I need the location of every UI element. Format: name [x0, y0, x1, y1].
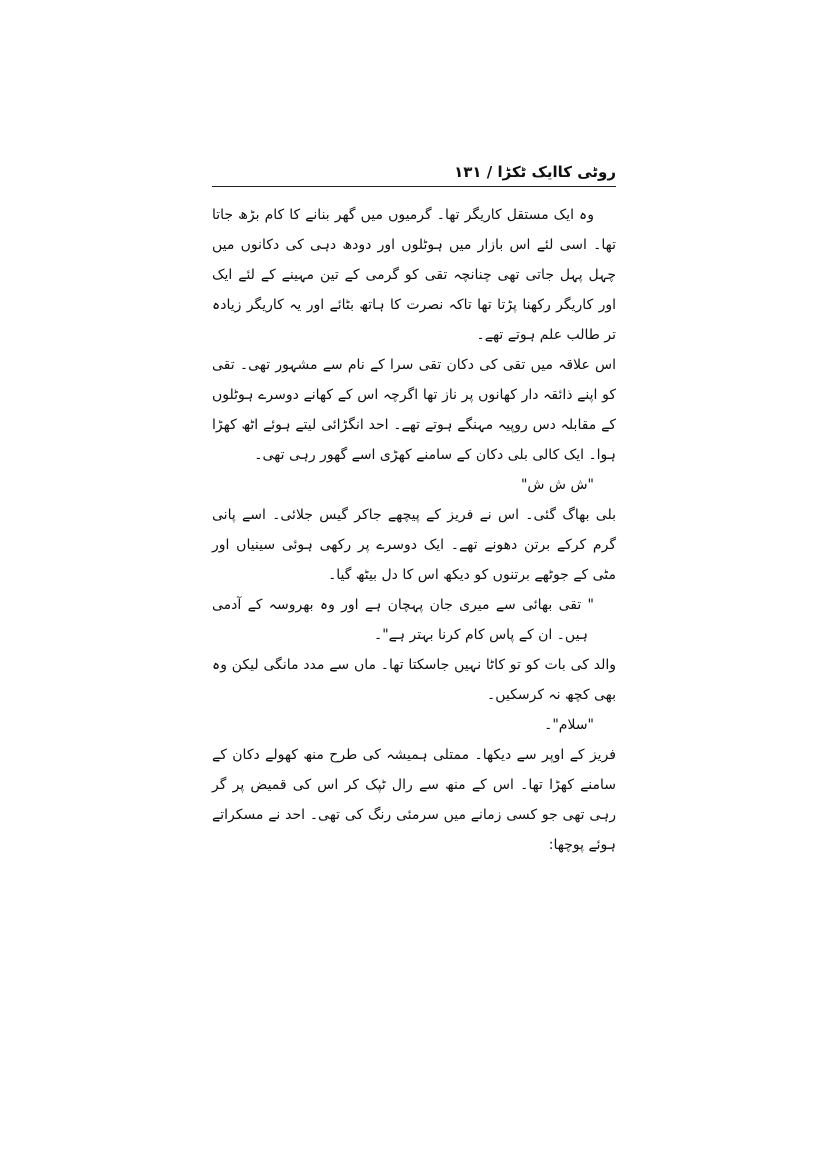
paragraph-2: اس علاقہ میں تقی کی دکان تقی سرا کے نام سے مشہور تھی۔ تقی کو اپنے ذائقہ دار کھانوں پر ناز تھا اگرچہ اس کے کھانے دوسرے ہوٹلوں کے مقابلہ دس روپیہ مہنگے ہوتے تھے۔ احد انگڑائی لیتے ہوئے اٹھ کھڑا ہوا۔ ایک کالی بلی دکان کے سامنے کھڑی اسے گھور رہی تھی۔ [212, 357, 616, 463]
paragraph-4: بلی بھاگ گئی۔ اس نے فریز کے پیچھے جاکر گیس جلائی۔ اسے پانی گرم کرکے برتن دھونے تھے۔ ایک دوسرے پر رکھی ہوئی سینیاں اور مٹی کے جوٹھے برتنوں کو دیکھ اس کا دل بیٹھ گیا۔ [212, 507, 616, 583]
paragraph-3: "ش ش ش" [520, 477, 594, 493]
paragraph-7: "سلام"۔ [544, 717, 594, 733]
paragraph-6: والد کی بات کو تو کاٹا نہیں جاسکتا تھا۔ ماں سے مدد مانگی لیکن وہ بھی کچھ نہ کرسکیں۔ [212, 657, 616, 703]
body-text [212, 200, 616, 860]
paragraph-8: فریز کے اوپر سے دیکھا۔ ممتلی ہمیشہ کی طرح منھ کھولے دکان کے سامنے کھڑا تھا۔ اس کے منھ سے رال ٹپک کر اس کی قمیض پر گر رہی تھی جو کسی زمانے میں سرمئی رنگ کی تھی۔ احد نے مسکراتے ہوئے پوچھا: [212, 747, 616, 853]
running-header: روٹی کاایک ٹکڑا / ۱۳۱ [454, 163, 616, 181]
header-rule [212, 186, 616, 187]
paragraph-5: " تقی بھائی سے میری جان پہچان ہے اور وہ بھروسہ کے آدمی ہیں۔ ان کے پاس کام کرنا بہتر ہے"۔ [212, 597, 594, 643]
paragraph-1: وہ ایک مستقل کاریگر تھا۔ گرمیوں میں گھر بنانے کا کام بڑھ جاتا تھا۔ اسی لئے اس بازار میں ہوٹلوں اور دودھ دہی کی دکانوں میں چہل پہل جاتی تھی چنانچہ تقی کو گرمی کے تین مہینے کے لئے ایک اور کاریگر رکھنا پڑتا تھا تاکہ نصرت کا ہاتھ بٹائے اور یہ کاریگر زیادہ تر طالب علم ہوتے تھے۔ [212, 207, 616, 343]
